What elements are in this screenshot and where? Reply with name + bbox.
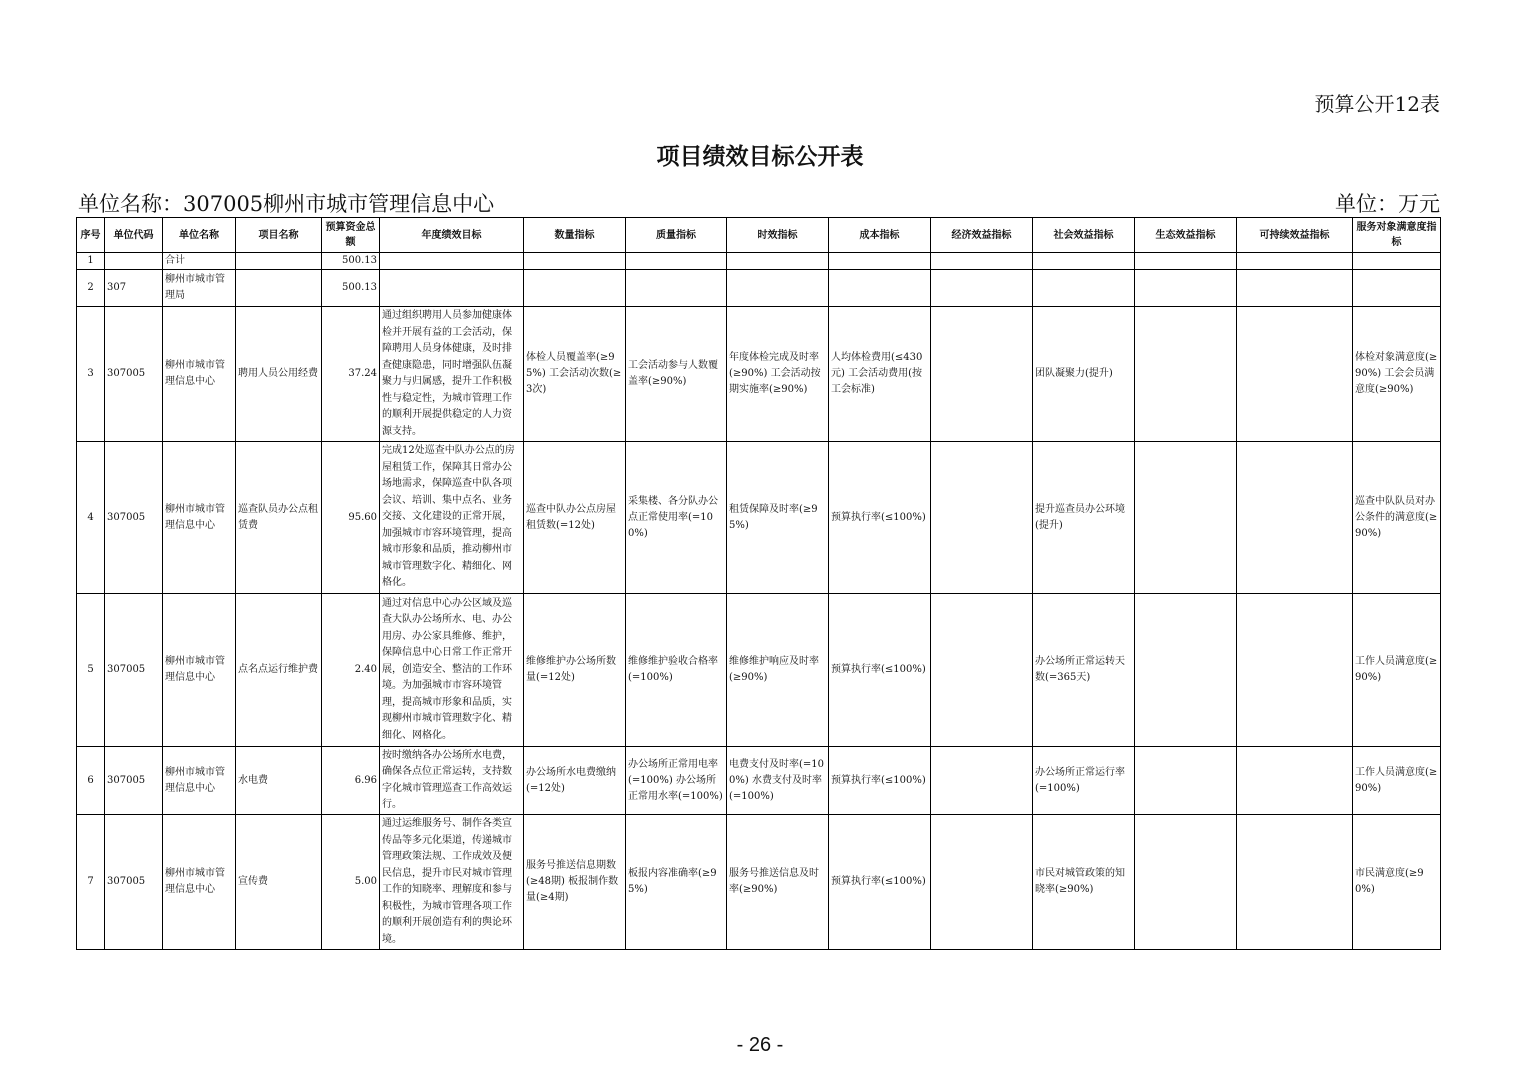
header-unit-code: 单位代码 [105, 218, 163, 253]
cell-quality [626, 270, 727, 307]
cell-social [1033, 270, 1135, 307]
cell-ecological [1135, 253, 1237, 270]
performance-table [76, 217, 1441, 950]
cell-timeliness: 电费支付及时率(=100%) 水费支付及时率(=100%) [727, 747, 829, 815]
table-number: 预算公开12表 [1314, 92, 1440, 116]
cell-quantity [524, 253, 626, 270]
unit-name: 单位名称：307005柳州市城市管理信息中心 [78, 192, 495, 216]
header-cost: 成本指标 [829, 218, 931, 253]
cell-unit-code: 307005 [105, 594, 163, 747]
cell-ecological [1135, 815, 1237, 950]
cell-sustainable [1237, 442, 1353, 594]
cell-project-name: 宣传费 [236, 815, 322, 950]
currency-unit: 单位：万元 [1335, 192, 1440, 216]
cell-economic [931, 270, 1033, 307]
cell-sustainable [1237, 594, 1353, 747]
cell-unit-code [105, 253, 163, 270]
cell-satisfaction [1353, 253, 1441, 270]
cell-cost [829, 253, 931, 270]
table-row [77, 747, 1441, 815]
cell-cost: 预算执行率(≤100%) [829, 442, 931, 594]
cell-social: 办公场所正常运转天数(=365天) [1033, 594, 1135, 747]
cell-unit-name: 合计 [163, 253, 236, 270]
cell-economic [931, 307, 1033, 442]
cell-project-name [236, 270, 322, 307]
cell-quality: 维修维护验收合格率(=100%) [626, 594, 727, 747]
cell-annual-goal: 通过运维服务号、制作各类宣传品等多元化渠道，传递城市管理政策法规、工作成效及便民信息，提升市民对城市管理工作的知晓率、理解度和参与积极性，为城市管理各项工作的顺利开展创造有利的舆论环境。 [380, 815, 524, 950]
cell-quality [626, 253, 727, 270]
cell-project-name: 巡查队员办公点租赁费 [236, 442, 322, 594]
cell-budget: 2.40 [322, 594, 380, 747]
cell-unit-name: 柳州市城市管理信息中心 [163, 594, 236, 747]
cell-project-name: 水电费 [236, 747, 322, 815]
cell-unit-code: 307005 [105, 747, 163, 815]
cell-quality: 办公场所正常用电率(=100%) 办公场所正常用水率(=100%) [626, 747, 727, 815]
cell-ecological [1135, 270, 1237, 307]
cell-timeliness: 租赁保障及时率(≥95%) [727, 442, 829, 594]
cell-satisfaction: 体检对象满意度(≥90%) 工会会员满意度(≥90%) [1353, 307, 1441, 442]
table-row [77, 594, 1441, 747]
cell-project-name: 聘用人员公用经费 [236, 307, 322, 442]
cell-unit-code: 307005 [105, 442, 163, 594]
cell-annual-goal: 通过组织聘用人员参加健康体检并开展有益的工会活动，保障聘用人员身体健康，及时排查健康隐患，同时增强队伍凝聚力与归属感，提升工作积极性与稳定性，为城市管理工作的顺利开展提供稳定的人力资源支持。 [380, 307, 524, 442]
cell-satisfaction: 巡查中队队员对办公条件的满意度(≥90%) [1353, 442, 1441, 594]
cell-quantity [524, 270, 626, 307]
header-satisfaction: 服务对象满意度指标 [1353, 218, 1441, 253]
cell-no: 2 [77, 270, 105, 307]
cell-no: 5 [77, 594, 105, 747]
cell-economic [931, 815, 1033, 950]
header-economic: 经济效益指标 [931, 218, 1033, 253]
cell-timeliness: 年度体检完成及时率(≥90%) 工会活动按期实施率(≥90%) [727, 307, 829, 442]
cell-annual-goal [380, 253, 524, 270]
cell-cost [829, 270, 931, 307]
cell-social: 市民对城管政策的知晓率(≥90%) [1033, 815, 1135, 950]
cell-no: 6 [77, 747, 105, 815]
cell-cost: 预算执行率(≤100%) [829, 815, 931, 950]
cell-sustainable [1237, 815, 1353, 950]
header-project-name: 项目名称 [236, 218, 322, 253]
header-annual-goal: 年度绩效目标 [380, 218, 524, 253]
cell-quality: 工会活动参与人数覆盖率(≥90%) [626, 307, 727, 442]
cell-unit-name: 柳州市城市管理信息中心 [163, 442, 236, 594]
cell-annual-goal [380, 270, 524, 307]
cell-unit-name: 柳州市城市管理信息中心 [163, 815, 236, 950]
cell-timeliness [727, 253, 829, 270]
cell-budget: 37.24 [322, 307, 380, 442]
document-title: 项目绩效目标公开表 [656, 143, 864, 170]
cell-project-name: 点名点运行维护费 [236, 594, 322, 747]
cell-no: 4 [77, 442, 105, 594]
cell-economic [931, 594, 1033, 747]
cell-timeliness: 服务号推送信息及时率(≥90%) [727, 815, 829, 950]
table-row [77, 307, 1441, 442]
cell-unit-name: 柳州市城市管理信息中心 [163, 747, 236, 815]
cell-budget: 500.13 [322, 253, 380, 270]
cell-budget: 95.60 [322, 442, 380, 594]
cell-ecological [1135, 442, 1237, 594]
cell-no: 1 [77, 253, 105, 270]
cell-quantity: 巡查中队办公点房屋租赁数(=12处) [524, 442, 626, 594]
cell-annual-goal: 完成12处巡查中队办公点的房屋租赁工作，保障其日常办公场地需求，保障巡查中队各项会议、培训、集中点名、业务交接、文化建设的正常开展，加强城市市容环境管理，提高城市形象和品质，推动柳州市城市管理数字化、精细化、网格化。 [380, 442, 524, 594]
cell-annual-goal: 按时缴纳各办公场所水电费，确保各点位正常运转，支持数字化城市管理巡查工作高效运行。 [380, 747, 524, 815]
cell-unit-code: 307005 [105, 815, 163, 950]
header-quantity: 数量指标 [524, 218, 626, 253]
table-header-row [77, 218, 1441, 253]
cell-economic [931, 253, 1033, 270]
cell-satisfaction: 工作人员满意度(≥90%) [1353, 747, 1441, 815]
cell-timeliness: 维修维护响应及时率(≥90%) [727, 594, 829, 747]
cell-sustainable [1237, 307, 1353, 442]
cell-ecological [1135, 594, 1237, 747]
cell-social [1033, 253, 1135, 270]
cell-sustainable [1237, 270, 1353, 307]
cell-unit-code: 307 [105, 270, 163, 307]
cell-quality: 采集楼、各分队办公点正常使用率(=100%) [626, 442, 727, 594]
cell-quantity: 办公场所水电费缴纳(=12处) [524, 747, 626, 815]
cell-quality: 板报内容准确率(≥95%) [626, 815, 727, 950]
header-budget: 预算资金总额 [322, 218, 380, 253]
table-row [77, 442, 1441, 594]
header-quality: 质量指标 [626, 218, 727, 253]
table-row [77, 270, 1441, 307]
cell-project-name [236, 253, 322, 270]
table-row [77, 815, 1441, 950]
header-sustainable: 可持续效益指标 [1237, 218, 1353, 253]
cell-satisfaction [1353, 270, 1441, 307]
cell-economic [931, 747, 1033, 815]
header-social: 社会效益指标 [1033, 218, 1135, 253]
cell-timeliness [727, 270, 829, 307]
cell-sustainable [1237, 253, 1353, 270]
cell-quantity: 体检人员覆盖率(≥95%) 工会活动次数(≥3次) [524, 307, 626, 442]
cell-economic [931, 442, 1033, 594]
table-row [77, 253, 1441, 270]
cell-annual-goal: 通过对信息中心办公区域及巡查大队办公场所水、电、办公用房、办公家具维修、维护，保障信息中心日常工作正常开展，创造安全、整洁的工作环境。为加强城市市容环境管理，提高城市形象和品质，实现柳州市城市管理数字化、精细化、网格化。 [380, 594, 524, 747]
cell-budget: 5.00 [322, 815, 380, 950]
header-ecological: 生态效益指标 [1135, 218, 1237, 253]
cell-ecological [1135, 747, 1237, 815]
cell-budget: 500.13 [322, 270, 380, 307]
cell-unit-name: 柳州市城市管理信息中心 [163, 307, 236, 442]
cell-social: 办公场所正常运行率(=100%) [1033, 747, 1135, 815]
cell-unit-name: 柳州市城市管理局 [163, 270, 236, 307]
cell-social: 提升巡查员办公环境(提升) [1033, 442, 1135, 594]
cell-satisfaction: 工作人员满意度(≥90%) [1353, 594, 1441, 747]
cell-quantity: 服务号推送信息期数(≥48期) 板报制作数量(≥4期) [524, 815, 626, 950]
cell-satisfaction: 市民满意度(≥90%) [1353, 815, 1441, 950]
cell-sustainable [1237, 747, 1353, 815]
cell-ecological [1135, 307, 1237, 442]
cell-cost: 预算执行率(≤100%) [829, 747, 931, 815]
page-number: - 26 - [736, 1034, 784, 1056]
header-no: 序号 [77, 218, 105, 253]
cell-cost: 人均体检费用(≤430元) 工会活动费用(按工会标准) [829, 307, 931, 442]
cell-no: 3 [77, 307, 105, 442]
cell-cost: 预算执行率(≤100%) [829, 594, 931, 747]
cell-social: 团队凝聚力(提升) [1033, 307, 1135, 442]
header-unit-name: 单位名称 [163, 218, 236, 253]
cell-budget: 6.96 [322, 747, 380, 815]
cell-unit-code: 307005 [105, 307, 163, 442]
header-timeliness: 时效指标 [727, 218, 829, 253]
cell-quantity: 维修维护办公场所数量(=12处) [524, 594, 626, 747]
cell-no: 7 [77, 815, 105, 950]
